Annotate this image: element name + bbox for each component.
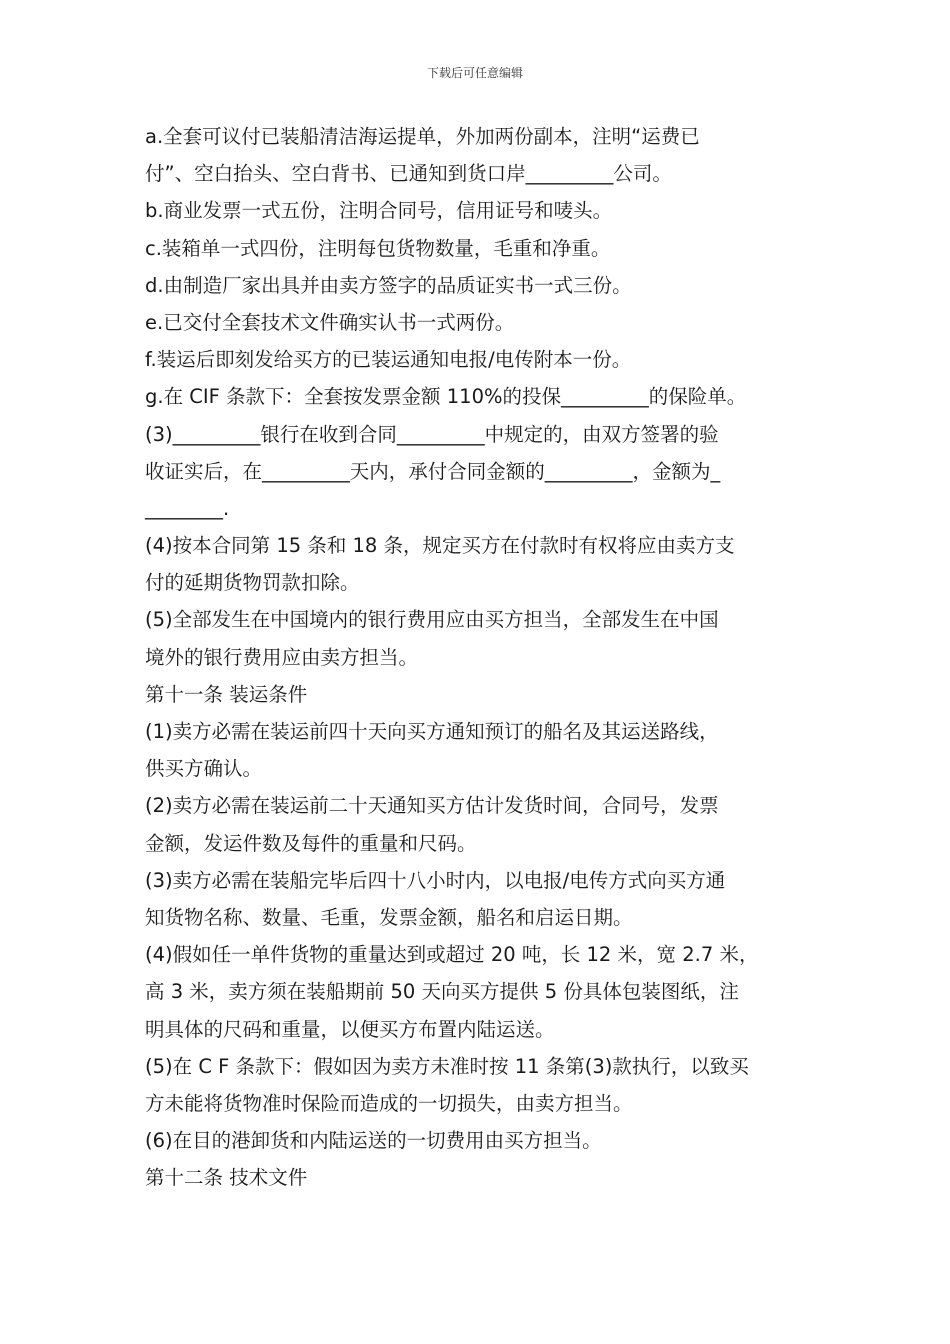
text-line: 收证实后，在_________天内，承付合同金额的_________，金额为_ [145, 459, 721, 483]
text-line: a.全套可议付已装船清洁海运提单，外加两份副本，注明“运费已 [145, 125, 700, 148]
text-line: 境外的银行费用应由卖方担当。 [145, 645, 419, 669]
text-line: (3)卖方必需在装船完毕后四十八小时内，以电报/电传方式向买方通 [145, 868, 726, 892]
document-body [145, 118, 810, 1196]
text-line: 付”、空白抬头、空白背书、已通知到货口岸_________公司。 [145, 162, 672, 186]
page-header: 下载后可任意编辑 [426, 66, 523, 80]
text-line: (1)卖方必需在装运前四十天向买方通知预订的船名及其运送路线， [145, 720, 719, 743]
text-line: 方未能将货物准时保险而造成的一切损失，由卖方担当。 [145, 1091, 633, 1115]
text-line: d.由制造厂家出具并由卖方签字的品质证实书一式三份。 [145, 273, 632, 297]
text-line: 供买方确认。 [145, 757, 263, 781]
text-line: f.装运后即刻发给买方的已装运通知电报/电传附本一份。 [145, 348, 632, 372]
text-line: 知货物名称、数量、毛重，发票金额，船名和启运日期。 [145, 905, 633, 929]
text-line: (2)卖方必需在装运前二十天通知买方估计发货时间，合同号，发票 [145, 794, 719, 818]
text-line: (5)全部发生在中国境内的银行费用应由买方担当，全部发生在中国 [145, 608, 719, 632]
text-line: (5)在 C F 条款下：假如因为卖方未准时按 11 条第(3)款执行，以致买 [145, 1054, 749, 1078]
text-line: g.在 CIF 条款下：全套按发票金额 110%的投保_________的保险单。 [145, 385, 747, 409]
text-line: (4)假如任一单件货物的重量达到或超过 20 吨，长 12 米，宽 2.7 米， [145, 943, 759, 967]
text-line: (4)按本合同第 15 条和 18 条，规定买方在付款时有权将应由卖方支 [145, 534, 735, 558]
text-line: 付的延期货物罚款扣除。 [145, 571, 360, 595]
text-line: (3)_________银行在收到合同_________中规定的，由双方签署的验 [145, 422, 719, 446]
text-line: 高 3 米，卖方须在装船期前 50 天向买方提供 5 份具体包装图纸，注 [145, 980, 739, 1004]
section-heading: 第十二条 技术文件 [145, 1166, 308, 1190]
section-heading: 第十一条 装运条件 [145, 682, 308, 706]
text-line: e.已交付全套技术文件确实认书一式两份。 [145, 310, 515, 334]
text-line: 明具体的尺码和重量，以便买方布置内陆运送。 [145, 1017, 555, 1041]
text-line: c.装箱单一式四份，注明每包货物数量，毛重和净重。 [145, 236, 611, 260]
text-line: 金额，发运件数及每件的重量和尺码。 [145, 831, 477, 855]
text-line: (6)在目的港卸货和内陆运送的一切费用由买方担当。 [145, 1129, 602, 1153]
text-line: b.商业发票一式五份，注明合同号，信用证号和唛头。 [145, 199, 613, 223]
text-line: ________. [145, 496, 230, 520]
